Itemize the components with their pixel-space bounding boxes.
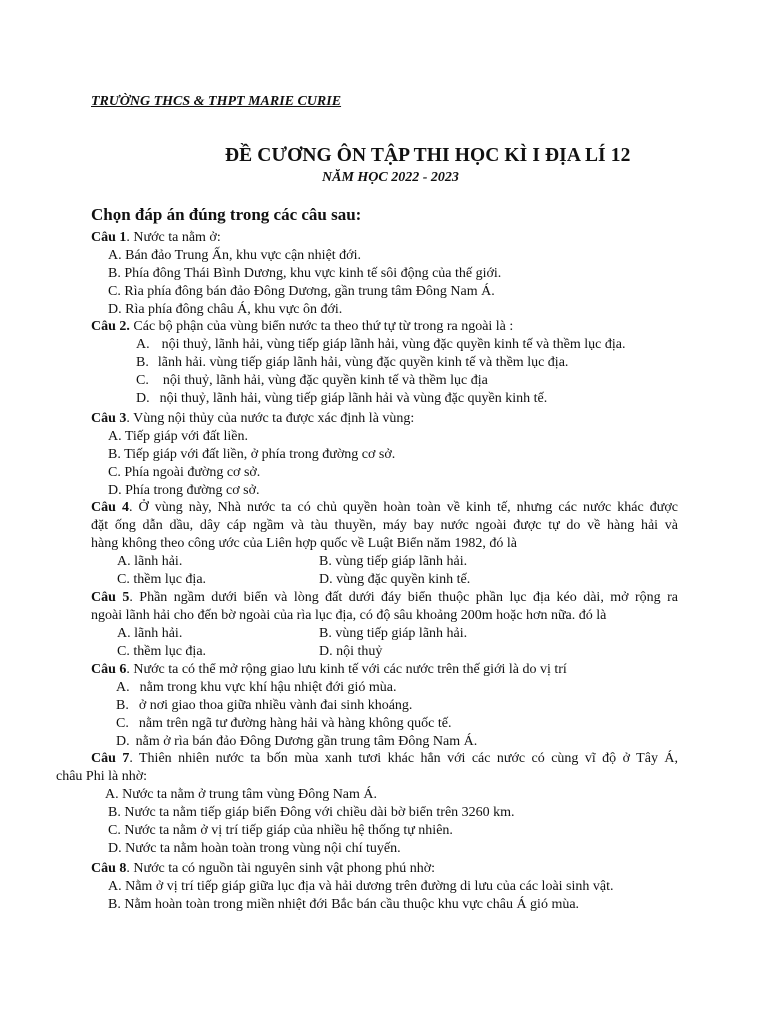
option-c: C. Nước ta nằm ở vị trí tiếp giáp của nhiều hệ thống tự nhiên.: [108, 823, 453, 838]
school-year: NĂM HỌC 2022 - 2023: [322, 170, 459, 185]
option-b: B. vùng tiếp giáp lãnh hải.: [319, 554, 468, 569]
option-c: C. nội thuỷ, lãnh hải, vùng đặc quyền kinh tế và thềm lục địa: [136, 373, 488, 388]
option-a: A. Nước ta nằm ở trung tâm vùng Đông Nam Á.: [105, 787, 378, 802]
question-label: Câu 5: [91, 590, 130, 605]
option-a: A. Tiếp giáp với đất liền.: [108, 429, 249, 444]
question-6: [91, 661, 567, 679]
question-text: . Thiên nhiên nước ta bốn mùa xanh tươi khác hẳn với các nước có cùng vĩ độ ở Tây Á,: [129, 751, 678, 766]
question-text-line: đặt ống dẫn dầu, dây cáp ngầm và tàu thuyền, máy bay nước ngoài được tự do về hàng hải và: [91, 518, 678, 533]
option-c: C. Rìa phía đông bán đảo Đông Dương, gần trung tâm Đông Nam Á.: [108, 284, 495, 299]
option-a: A. Bán đảo Trung Ấn, khu vực cận nhiệt đới.: [108, 248, 361, 263]
question-7: [91, 750, 678, 768]
option-b: B. Nước ta nằm tiếp giáp biển Đông với chiều dài bờ biển trên 3260 km.: [108, 805, 515, 820]
option-b: B. vùng tiếp giáp lãnh hải.: [319, 626, 468, 641]
option-a: A. nội thuỷ, lãnh hải, vùng tiếp giáp lãnh hải, vùng đặc quyền kinh tế và thềm lục địa.: [136, 337, 626, 352]
question-label: Câu 4: [91, 500, 129, 515]
question-text-line: châu Phi là nhờ:: [56, 769, 147, 784]
question-label: Câu 2.: [91, 319, 130, 334]
question-text: . Vùng nội thủy của nước ta được xác định là vùng:: [126, 411, 415, 426]
option-b: B. ở nơi giao thoa giữa nhiều vành đai sinh khoáng.: [116, 698, 413, 713]
question-4: [91, 499, 678, 517]
option-d: D. Phía trong đường cơ sở.: [108, 483, 260, 498]
option-d: D. Rìa phía đông châu Á, khu vực ôn đới.: [108, 302, 343, 317]
question-8: [91, 860, 435, 878]
option-a: A. nằm trong khu vực khí hậu nhiệt đới gió mùa.: [116, 680, 397, 695]
option-c: C. nằm trên ngã tư đường hàng hải và hàng không quốc tế.: [116, 716, 452, 731]
option-b: B. Tiếp giáp với đất liền, ở phía trong đường cơ sở.: [108, 447, 396, 462]
question-text: . Nước ta có nguồn tài nguyên sinh vật phong phú nhờ:: [126, 861, 435, 876]
question-text: Các bộ phận của vùng biển nước ta theo thứ tự từ trong ra ngoài là :: [129, 319, 514, 334]
option-a: A. lãnh hải.: [117, 626, 183, 641]
question-text-line: hàng không theo công ước của Liên hợp quốc về Luật Biển năm 1982, đó là: [91, 536, 517, 551]
question-text: . Phần ngầm dưới biển và lòng đất dưới đáy biển thuộc phần lục địa kéo dài, mở rộng ra: [129, 590, 678, 605]
option-a: A. Nằm ở vị trí tiếp giáp giữa lục địa và hải dương trên đường di lưu của các loài sinh vật.: [108, 879, 614, 894]
option-a: A. lãnh hải.: [117, 554, 183, 569]
question-label: Câu 8: [91, 861, 127, 876]
option-b: B. Nằm hoàn toàn trong miền nhiệt đới Bắc bán cầu thuộc khu vực châu Á gió mùa.: [108, 897, 580, 912]
option-c: C. thềm lục địa.: [117, 644, 207, 659]
question-text: . Nước ta có thể mở rộng giao lưu kinh tế với các nước trên thế giới là do vị trí: [126, 662, 567, 677]
question-label: Câu 7: [91, 751, 130, 766]
option-d: D. vùng đặc quyền kinh tế.: [319, 572, 471, 587]
instruction-heading: Chọn đáp án đúng trong các câu sau:: [91, 205, 362, 224]
option-c: C. Phía ngoài đường cơ sở.: [108, 465, 261, 480]
option-d: D. Nước ta nằm hoàn toàn trong vùng nội chí tuyến.: [108, 841, 401, 856]
question-text: . Ở vùng này, Nhà nước ta có chủ quyền hoàn toàn về kinh tế, nhưng các nước khác được: [128, 500, 678, 515]
option-c: C. thềm lục địa.: [117, 572, 207, 587]
option-d: D. nội thuỷ: [319, 644, 383, 659]
question-label: Câu 3: [91, 411, 127, 426]
question-label: Câu 6: [91, 662, 127, 677]
option-b: B. Phía đông Thái Bình Dương, khu vực kinh tế sôi động của thế giới.: [108, 266, 502, 281]
question-text: Nước ta nằm ở:: [129, 230, 221, 245]
question-2: [91, 318, 513, 336]
school-name: TRƯỜNG THCS & THPT MARIE CURIE: [91, 94, 342, 109]
option-d: D. nội thuỷ, lãnh hải, vùng tiếp giáp lãnh hải và vùng đặc quyền kinh tế.: [136, 391, 548, 406]
option-d: D. nằm ở rìa bán đảo Đông Dương gần trung tâm Đông Nam Á.: [116, 734, 478, 749]
option-b: B. lãnh hải. vùng tiếp giáp lãnh hải, vùng đặc quyền kinh tế và thềm lục địa.: [136, 355, 569, 370]
question-5: [91, 589, 678, 607]
document-title: ĐỀ CƯƠNG ÔN TẬP THI HỌC KÌ I ĐỊA LÍ 12: [225, 145, 631, 166]
question-label: Câu 1: [91, 230, 127, 245]
question-3: [91, 410, 414, 428]
question-text-line: ngoài lãnh hải cho đến bờ ngoài của rìa lục địa, có độ sâu khoảng 200m hoặc hơn nữa. đó là: [91, 608, 607, 623]
question-1: Câu 1. Nước ta nằm ở:: [91, 230, 221, 245]
